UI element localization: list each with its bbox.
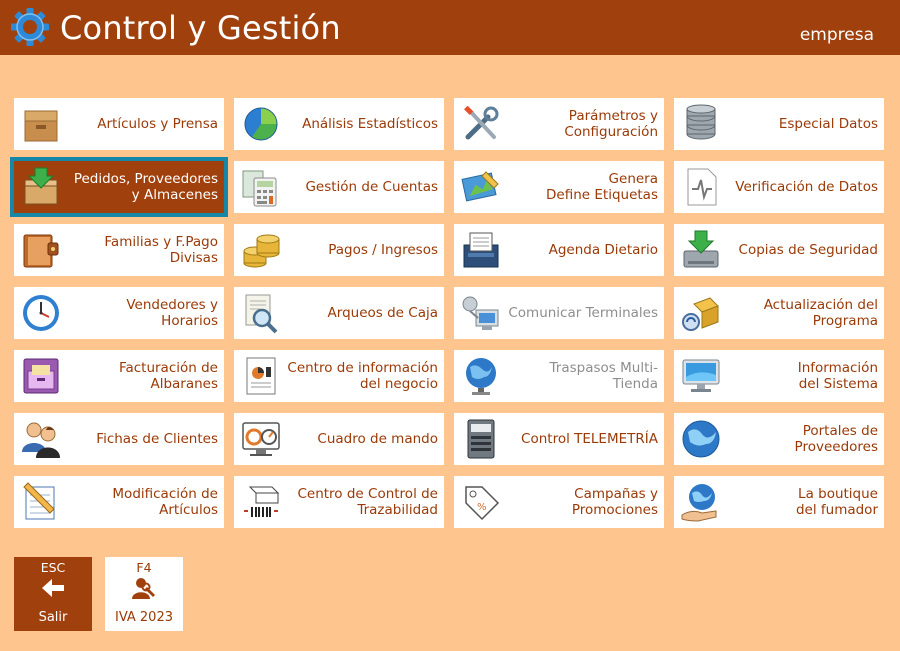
menu-tile-centro-de-informacion-del-negocio[interactable] (234, 350, 444, 402)
menu-tile-label: Fichas de Clientes (96, 431, 218, 447)
menu-tile-label: Artículos y Prensa (97, 116, 218, 132)
menu-tile-informacion-del-sistema[interactable] (674, 350, 884, 402)
price-tag-icon (460, 481, 502, 523)
menu-tile-actualizacion-del-programa[interactable] (674, 287, 884, 339)
menu-tile-analisis-estadisticos[interactable] (234, 98, 444, 150)
company-name: empresa (799, 25, 874, 45)
menu-tile-agenda-dietario[interactable] (454, 224, 664, 276)
file-cabinet-icon (20, 355, 62, 397)
menu-tile-articulos-y-prensa[interactable] (14, 98, 224, 150)
menu-tile-familias-y-f-pago-divisas[interactable] (14, 224, 224, 276)
menu-tile-label: Portales de Proveedores (794, 423, 878, 455)
menu-tile-genera-define-etiquetas[interactable] (454, 161, 664, 213)
menu-tile-arqueos-de-caja[interactable] (234, 287, 444, 339)
f4-key-label: F4 (136, 560, 152, 575)
dashboard-icon (240, 418, 282, 460)
notepad-pencil-icon (20, 481, 62, 523)
arrow-left-icon (14, 577, 92, 603)
box-download-icon (20, 166, 62, 208)
menu-tile-label: Centro de Control de Trazabilidad (297, 486, 438, 518)
document-pulse-icon (680, 166, 722, 208)
menu-tile-label: Información del Sistema (797, 360, 878, 392)
menu-tile-label: La boutique del fumador (795, 486, 878, 518)
menu-tile-parametros-y-configuracion[interactable] (454, 98, 664, 150)
tools-icon (460, 103, 502, 145)
coins-icon (240, 229, 282, 271)
pie-chart-icon (240, 103, 282, 145)
menu-tile-label: Agenda Dietario (548, 242, 658, 258)
network-terminal-icon (460, 292, 502, 334)
menu-tile-traspasos-multi-tienda[interactable] (454, 350, 664, 402)
header-bar (0, 0, 900, 55)
menu-tile-label: Verificación de Datos (735, 179, 878, 195)
svg-text:%: % (477, 502, 487, 513)
monitor-icon (680, 355, 722, 397)
app-title: Control y Gestión (60, 9, 341, 47)
menu-tile-label: Arqueos de Caja (327, 305, 438, 321)
users-icon (20, 418, 62, 460)
menu-tile-label: Centro de información del negocio (287, 360, 438, 392)
menu-tile-copias-de-seguridad[interactable] (674, 224, 884, 276)
menu-tile-label: Copias de Seguridad (738, 242, 878, 258)
menu-tile-label: Genera Define Etiquetas (546, 171, 658, 203)
menu-tile-pedidos-proveedores-y-almacenes[interactable] (14, 161, 224, 213)
barcode-box-icon (240, 481, 282, 523)
exit-button[interactable] (14, 557, 92, 631)
esc-key-label: ESC (40, 560, 66, 575)
menu-tile-label: Análisis Estadísticos (302, 116, 438, 132)
menu-tile-label: Pedidos, Proveedores y Almacenes (73, 171, 218, 203)
box-icon (20, 103, 62, 145)
menu-tile-label: Modificación de Artículos (112, 486, 218, 518)
menu-tile-vendedores-y-horarios[interactable] (14, 287, 224, 339)
menu-tile-gestion-de-cuentas[interactable] (234, 161, 444, 213)
menu-tile-label: Especial Datos (778, 116, 878, 132)
menu-tile-comunicar-terminales[interactable] (454, 287, 664, 339)
telemetry-device-icon (460, 418, 502, 460)
menu-tile-label: Campañas y Promociones (571, 486, 658, 518)
menu-tile-label: Vendedores y Horarios (126, 297, 218, 329)
menu-tile-label: Actualización del Programa (763, 297, 878, 329)
report-icon (240, 355, 282, 397)
menu-tile-fichas-de-clientes[interactable] (14, 413, 224, 465)
gear-icon (10, 7, 50, 47)
menu-tile-campanas-y-promociones[interactable] (454, 476, 664, 528)
user-wrench-icon (105, 577, 183, 603)
menu-tile-label: Facturación de Albaranes (118, 360, 218, 392)
menu-tile-label: Comunicar Terminales (508, 305, 658, 321)
menu-tile-label: Traspasos Multi-Tienda (549, 360, 658, 392)
magnifier-document-icon (240, 292, 282, 334)
globe-hand-icon (680, 481, 722, 523)
menu-tile-label: Pagos / Ingresos (328, 242, 438, 258)
calculator-icon (240, 166, 282, 208)
menu-tile-la-boutique-del-fumador[interactable] (674, 476, 884, 528)
update-box-icon (680, 292, 722, 334)
menu-tile-pagos-ingresos[interactable] (234, 224, 444, 276)
vat-2023-label: IVA 2023 (114, 610, 173, 625)
wallet-icon (20, 229, 62, 271)
menu-tile-cuadro-de-mando[interactable] (234, 413, 444, 465)
menu-tile-especial-datos[interactable] (674, 98, 884, 150)
earth-icon (680, 418, 722, 460)
menu-tile-facturacion-de-albaranes[interactable] (14, 350, 224, 402)
menu-tile-portales-de-proveedores[interactable] (674, 413, 884, 465)
menu-tile-label: Familias y F.Pago Divisas (104, 234, 218, 266)
agenda-icon (460, 229, 502, 271)
database-icon (680, 103, 722, 145)
menu-tile-modificacion-de-articulos[interactable] (14, 476, 224, 528)
menu-tile-centro-de-control-de-trazabilidad[interactable] (234, 476, 444, 528)
menu-tile-label: Gestión de Cuentas (305, 179, 438, 195)
menu-tile-label: Parámetros y Configuración (564, 108, 658, 140)
menu-tile-label: Cuadro de mando (317, 431, 438, 447)
exit-label: Salir (38, 610, 68, 625)
label-editor-icon (460, 166, 502, 208)
vat-2023-button[interactable] (105, 557, 183, 631)
menu-tile-control-telemetria[interactable] (454, 413, 664, 465)
clock-icon (20, 292, 62, 334)
globe-icon (460, 355, 502, 397)
backup-drive-icon (680, 229, 722, 271)
menu-tile-verificacion-de-datos[interactable] (674, 161, 884, 213)
menu-tile-label: Control TELEMETRÍA (521, 431, 658, 447)
